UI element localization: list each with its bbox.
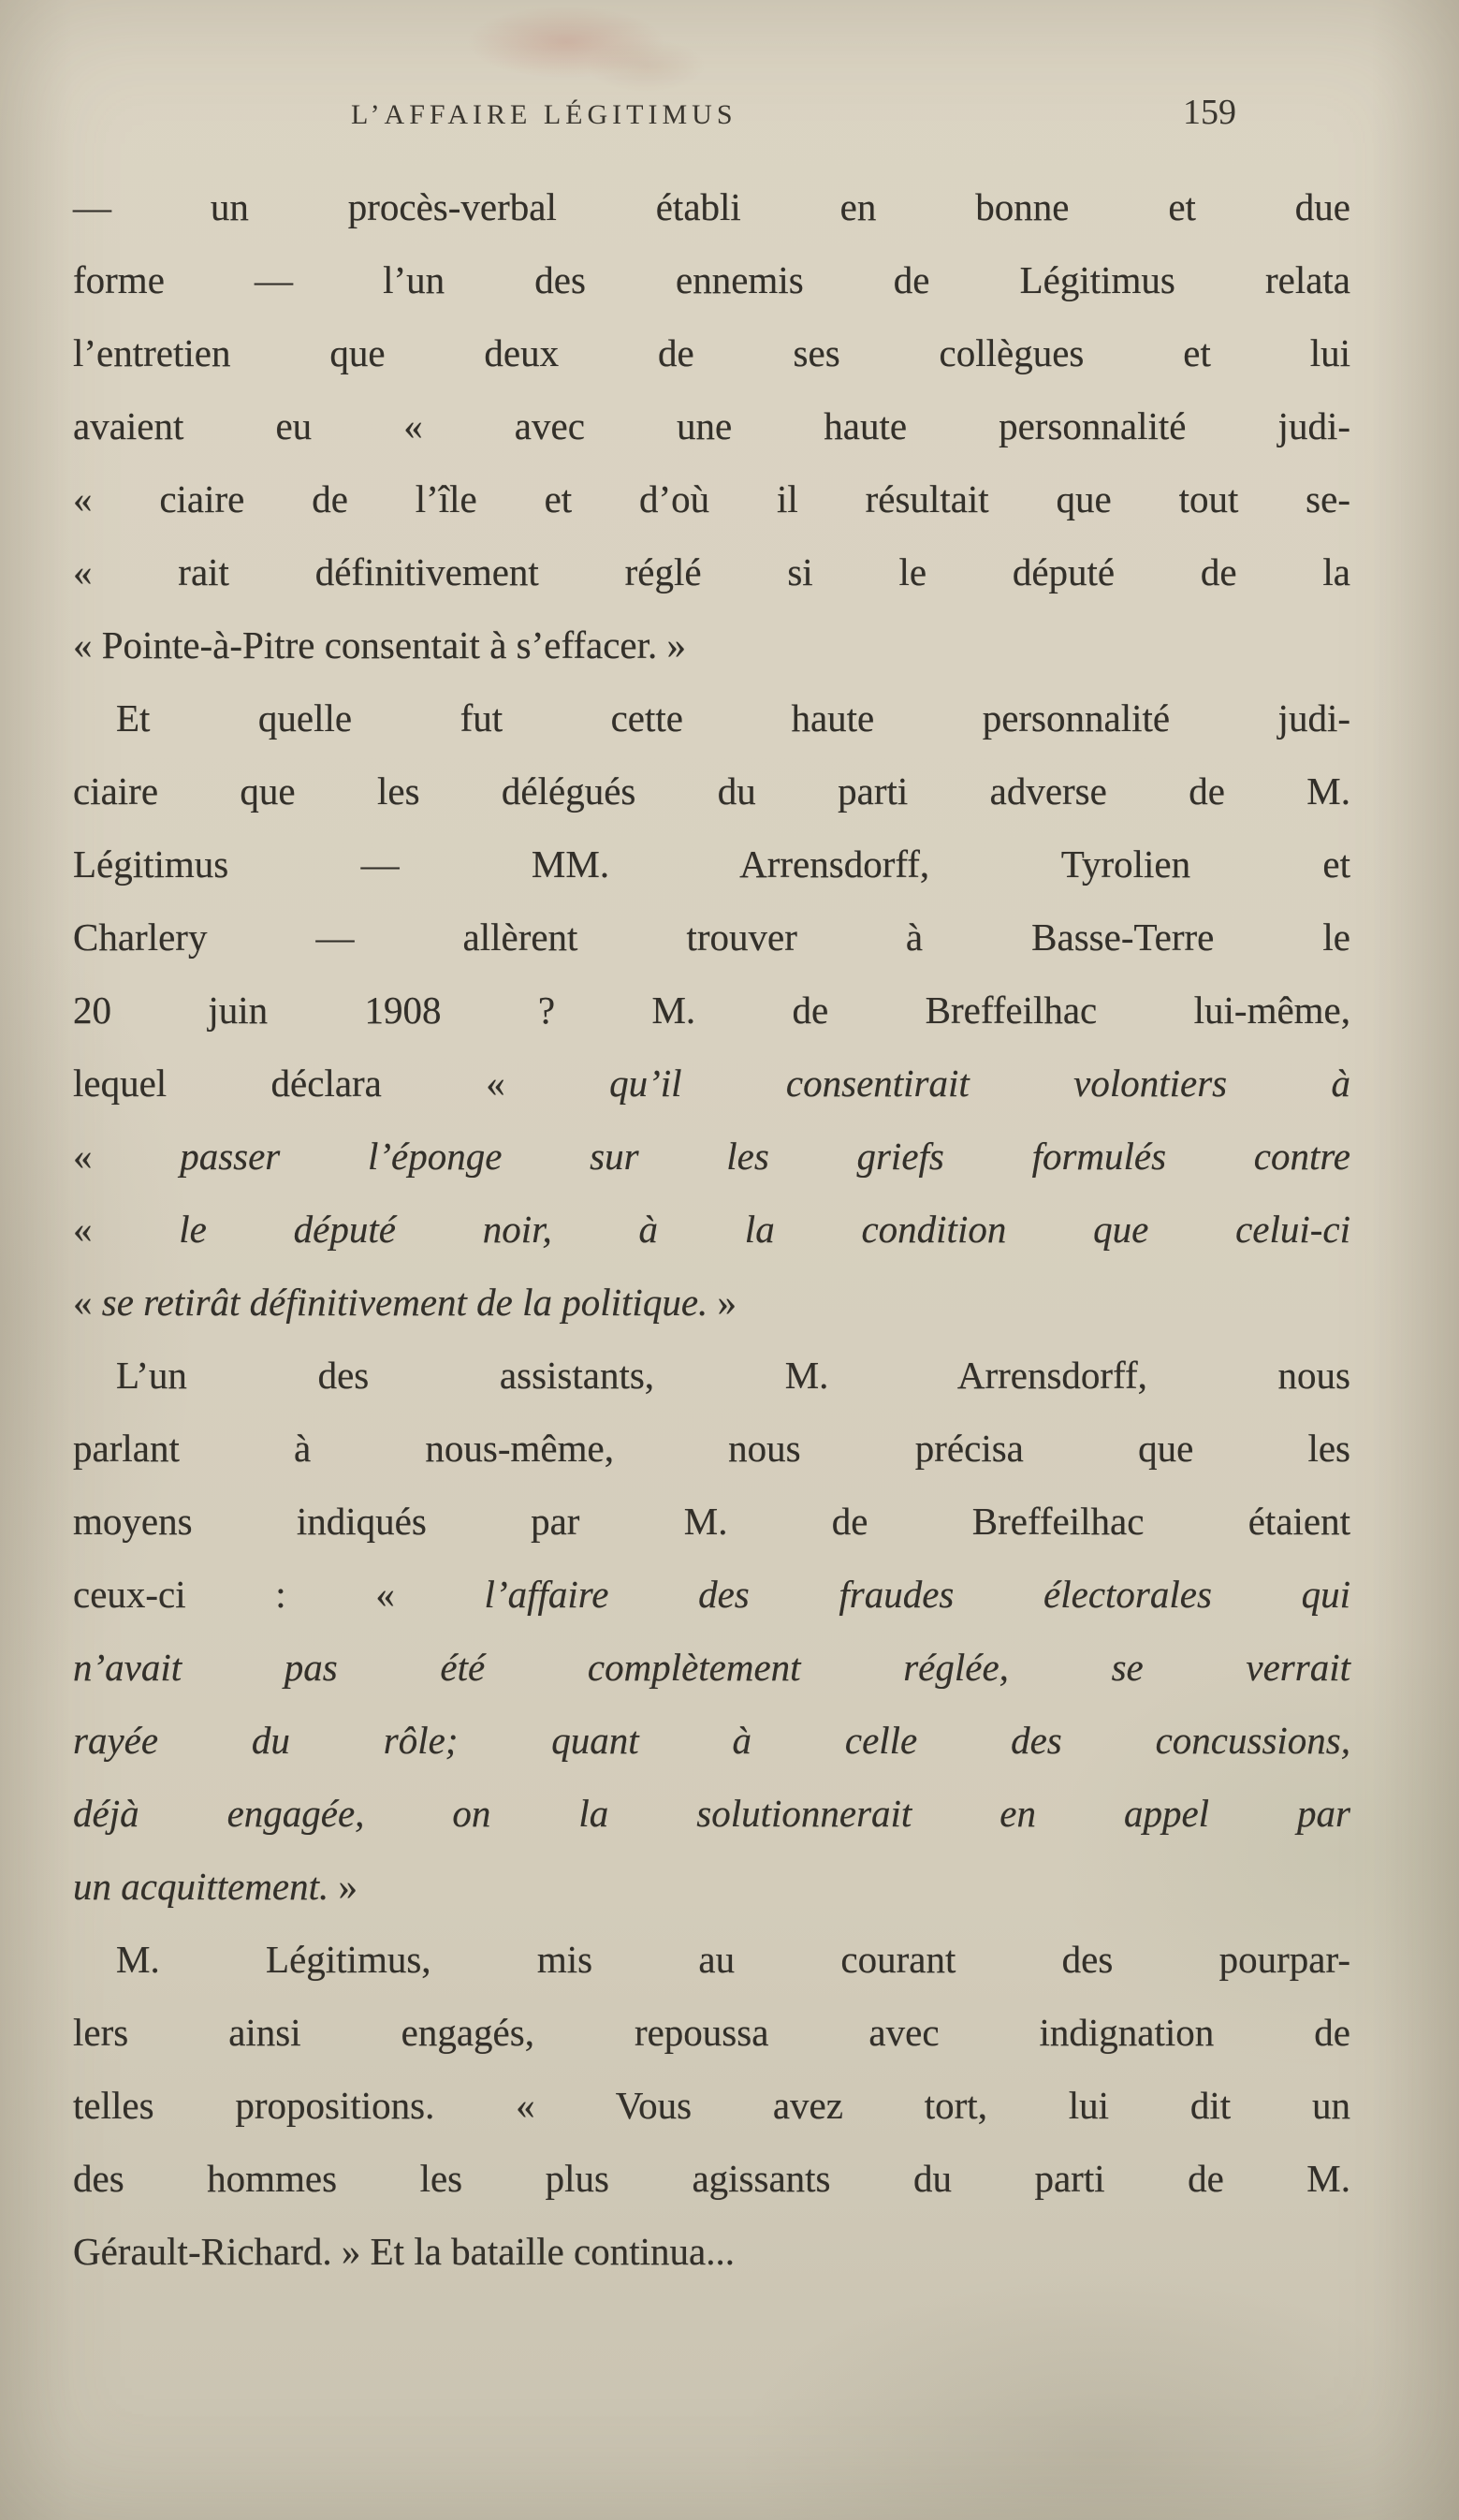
body-text: « Pointe-à-Pitre consentait à s’effacer. » [73,623,686,667]
text-line [73,1339,1350,1412]
quoted-italic-text: déjà engagée, on la solutionnerait en appel par [73,1792,1350,1835]
running-title: L’AFFAIRE LÉGITIMUS [351,99,737,130]
body-text: moyens indiqués par M. de Breffeilhac étaient [73,1500,1350,1543]
body-text: l’entretien que deux de ses collègues et lui [73,331,1350,374]
text-line [73,2215,1350,2288]
text-line [73,1485,1350,1558]
body-text: « [73,1281,102,1324]
text-line [73,1266,1350,1339]
quoted-italic-text: n’avait pas été complètement réglée, se verrait [73,1646,1350,1689]
body-text: « [73,1208,180,1251]
body-text: — un procès-verbal établi en bonne et due [73,185,1350,228]
quoted-italic-text: le député noir, à la condition que celui-ci [179,1208,1351,1251]
body-text: Gérault-Richard. » Et la bataille continua... [73,2230,735,2273]
text-line [73,535,1350,608]
body-text: » [328,1865,358,1908]
text-line [73,755,1350,828]
text-line [73,389,1350,462]
text-line [73,1193,1350,1266]
text-line [73,1850,1350,1923]
page-number: 159 [1183,93,1236,132]
body-text: Légitimus — MM. Arrensdorff, Tyrolien et [73,842,1350,886]
body-text: 20 juin 1908 ? M. de Breffeilhac lui-même, [73,989,1350,1032]
body-text: parlant à nous-même, nous précisa que les [73,1427,1350,1470]
text-line [73,1120,1350,1193]
text-line [73,243,1350,316]
body-text: » [708,1281,737,1324]
text-line [73,1631,1350,1704]
text-line [73,462,1350,535]
body-text: Charlery — allèrent trouver à Basse-Terre le [73,916,1350,959]
body-text: lequel déclara « [73,1062,610,1105]
body-text: « rait définitivement réglé si le député de la [73,550,1350,593]
quoted-italic-text: qu’il consentirait volontiers à [609,1062,1350,1105]
text-line [73,1558,1350,1631]
text-block [73,170,1350,2288]
text-line [73,316,1350,389]
quoted-italic-text: l’affaire des fraudes électorales qui [484,1573,1350,1616]
body-text: ceux-ci : « [73,1573,485,1616]
text-line [73,1777,1350,1850]
text-line [73,974,1350,1047]
text-line [73,1923,1350,1996]
page-header [75,92,1347,140]
body-text: forme — l’un des ennemis de Légitimus relata [73,258,1350,301]
text-line [73,1412,1350,1485]
text-line [73,1047,1350,1120]
text-line [73,901,1350,974]
quoted-italic-text: rayée du rôle; quant à celle des concussions, [73,1719,1350,1762]
text-line [73,608,1350,681]
body-text: ciaire que les délégués du parti adverse de M. [73,769,1350,813]
quoted-italic-text: se retirât définitivement de la politique. [101,1281,708,1324]
body-text: Et quelle fut cette haute personnalité judi- [116,696,1350,740]
text-line [73,170,1350,243]
text-line [73,2142,1350,2215]
body-text: lers ainsi engagés, repoussa avec indignation de [73,2011,1350,2054]
quoted-italic-text: passer l’éponge sur les griefs formulés contre [180,1135,1350,1178]
body-text: avaient eu « avec une haute personnalité judi- [73,404,1350,447]
body-text: L’un des assistants, M. Arrensdorff, nous [116,1354,1350,1397]
text-line [73,1704,1350,1777]
text-line [73,681,1350,755]
quoted-italic-text: un acquittement. [73,1865,329,1908]
text-line [73,1996,1350,2069]
text-line [73,828,1350,901]
text-line [73,2069,1350,2142]
body-text: telles propositions. « Vous avez tort, lui dit un [73,2084,1350,2127]
body-text: « ciaire de l’île et d’où il résultait que tout se- [73,477,1350,520]
body-text: M. Légitimus, mis au courant des pourpar- [116,1938,1350,1981]
body-text: « [73,1135,181,1178]
body-text: des hommes les plus agissants du parti de M. [73,2157,1350,2200]
